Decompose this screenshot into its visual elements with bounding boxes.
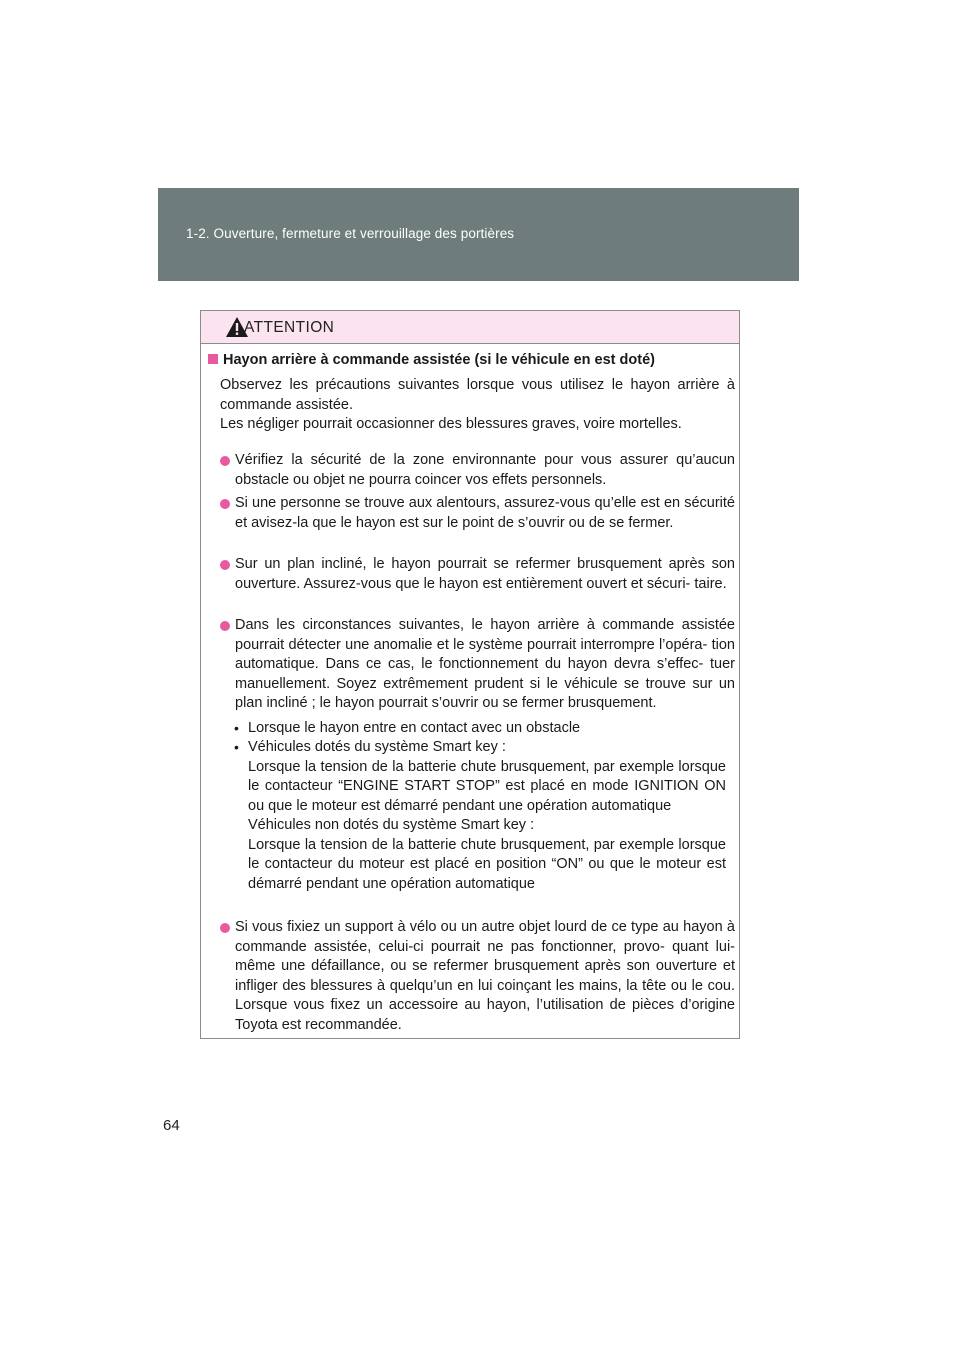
sub-heading: Véhicules non dotés du système Smart key : (248, 817, 535, 833)
sub-bullet-icon: • (234, 739, 239, 755)
sub-text: Lorsque le hayon entre en contact avec un obstacle (248, 720, 581, 736)
sub-heading: Véhicules dotés du système Smart key : (248, 739, 506, 755)
round-bullet-icon (220, 621, 230, 631)
warning-title (208, 352, 655, 368)
bullet-item (220, 616, 735, 714)
bullet-item (220, 555, 735, 594)
bullet-text: Dans les circonstances suivantes, le hayon arrière à commande assistée pourrait détecter une anomalie et le système pourrait interrompre l’opéra- tion automatique. Dans ce cas, le fonctionnement du hayon devra s’effec- tuer manuellement. Soyez extrêmement prudent si le véhicule se trouve sur un plan incliné ; le hayon pourrait s’ouvrir ou se fermer brusquement. (235, 617, 735, 711)
page-number: 64 (163, 1117, 180, 1134)
square-bullet-icon (208, 354, 218, 364)
round-bullet-icon (220, 499, 230, 509)
bullet-item (220, 494, 735, 533)
section-title: 1-2. Ouverture, fermeture et verrouillage des portières (186, 226, 515, 241)
section-header-band (158, 188, 799, 281)
bullet-item (220, 918, 735, 1035)
bullet-text: Si vous fixiez un support à vélo ou un autre objet lourd de ce type au hayon à commande assistée, celui-ci pourrait ne pas fonctionner, provo- quant lui-même une défaillance, ou se refermer brusquement après son ouverture et infliger des blessures à quelqu’un en lui coinçant les mains, la tête ou le cou. Lorsque vous fixez un accessoire au hayon, l’utilisation de pièces d’origine Toyota est recommandée. (235, 919, 735, 1033)
bullet-item (220, 451, 735, 490)
sub-text: Lorsque la tension de la batterie chute brusquement, par exemple lorsque le contacteur du moteur est placé en position “ON” ou que le moteur est démarré pendant une opération automatique (248, 836, 726, 892)
bullet-text: Si une personne se trouve aux alentours, assurez-vous qu’elle est en sécurité et avisez-la que le hayon est sur le point de s’ouvrir ou de se fermer. (235, 495, 735, 531)
sub-item (234, 719, 726, 739)
round-bullet-icon (220, 456, 230, 466)
intro-paragraph-2: Les négliger pourrait occasionner des blessures graves, voire mortelles. (220, 416, 682, 432)
sub-item (234, 738, 726, 894)
bullet-text: Vérifiez la sécurité de la zone environnante pour vous assurer qu’aucun obstacle ou objet ne pourra coincer vos effets personnels. (235, 452, 735, 488)
round-bullet-icon (220, 923, 230, 933)
warning-header (201, 311, 739, 344)
warning-title-text: Hayon arrière à commande assistée (si le véhicule en est doté) (223, 352, 655, 368)
sub-text: Lorsque la tension de la batterie chute brusquement, par exemple lorsque le contacteur “ENGINE START STOP” est placé en mode IGNITION ON ou que le moteur est démarré pendant une opération automatique (248, 758, 726, 814)
warning-label: ATTENTION (244, 319, 335, 336)
bullet-text: Sur un plan incliné, le hayon pourrait se refermer brusquement après son ouverture. Assurez-vous que le hayon est entièrement ouvert et sécuri- taire. (235, 556, 735, 592)
sub-bullet-icon: • (234, 720, 239, 736)
warning-box (200, 310, 740, 1039)
intro-paragraph: Observez les précautions suivantes lorsque vous utilisez le hayon arrière à commande assistée. (220, 377, 735, 413)
round-bullet-icon (220, 560, 230, 570)
